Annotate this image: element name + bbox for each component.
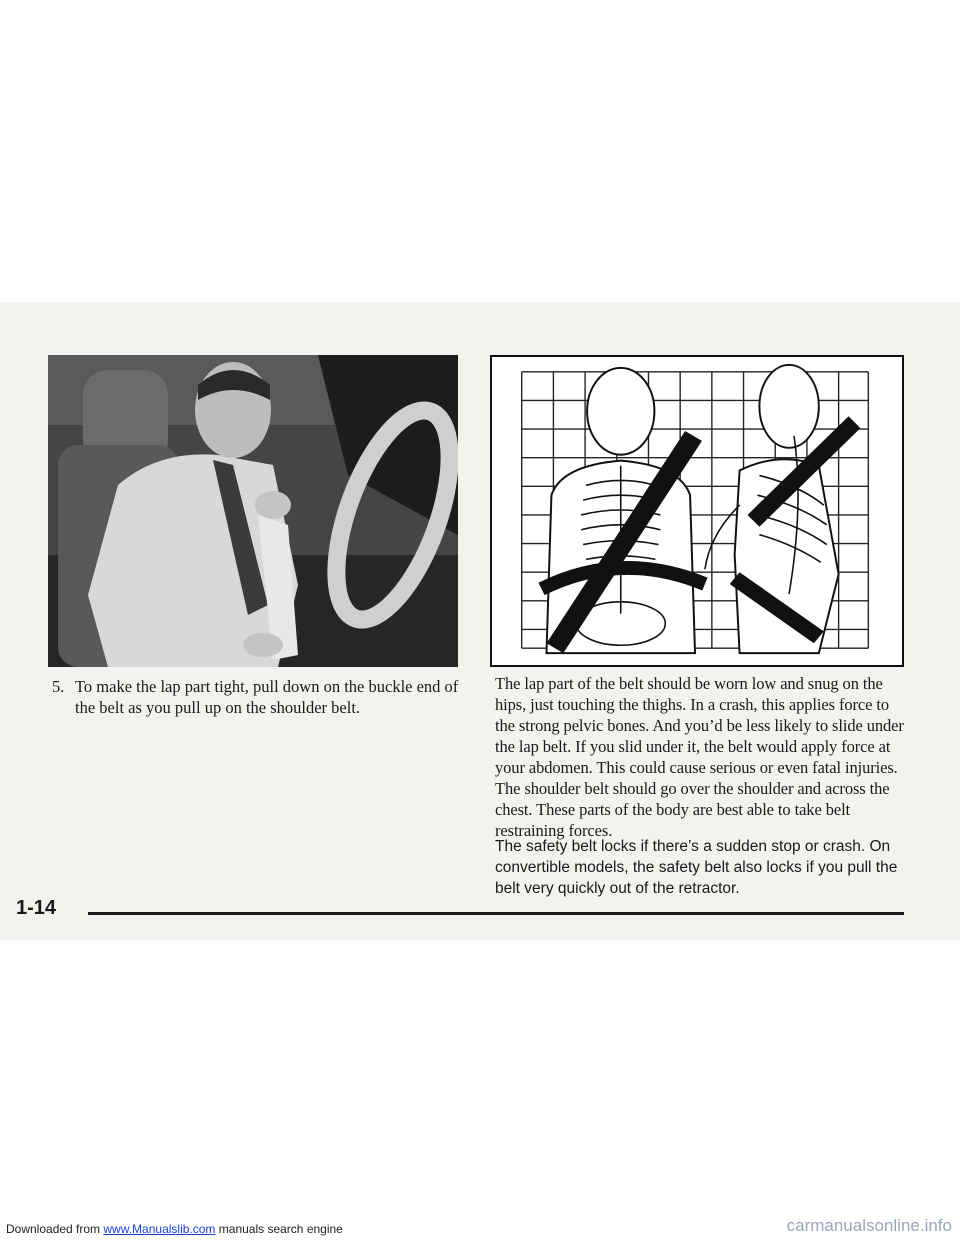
download-suffix: manuals search engine: [215, 1222, 343, 1236]
diagram-skeleton-belt-position: [490, 355, 904, 667]
step-number: 5.: [52, 677, 65, 696]
skeleton-grid-illustration: [492, 357, 902, 665]
step-5: [52, 676, 462, 718]
step-text: To make the lap part tight, pull down on the buckle end of the belt as you pull up on the shoulder belt.: [75, 677, 459, 717]
belt-locking-paragraph: The safety belt locks if there’s a sudden stop or crash. On convertible models, the safety belt also locks if you pull the belt very quickly out of the retractor.: [495, 838, 898, 897]
photo-man-fastening-seatbelt: [48, 355, 458, 667]
footer-rule: [88, 912, 904, 915]
download-note: [6, 1222, 343, 1236]
manualslib-link[interactable]: www.Manualslib.com: [103, 1222, 216, 1236]
download-prefix: Downloaded from: [6, 1222, 104, 1236]
lap-belt-paragraph: The lap part of the belt should be worn low and snug on the hips, just touching the thighs. In a crash, this applies force to the strong pelvic bones. And you’d be less likely to slide under the lap belt. If you slid under it, the belt would apply force at your abdomen. This could cause serious or even fatal injuries. The shoulder belt should go over the shoulder and across the chest. These parts of the body are best able to take belt restraining forces.: [495, 674, 904, 840]
seatbelt-photo-illustration: [48, 355, 458, 667]
site-watermark: carmanualsonline.info: [786, 1216, 952, 1235]
page-number: 1-14: [16, 897, 57, 919]
